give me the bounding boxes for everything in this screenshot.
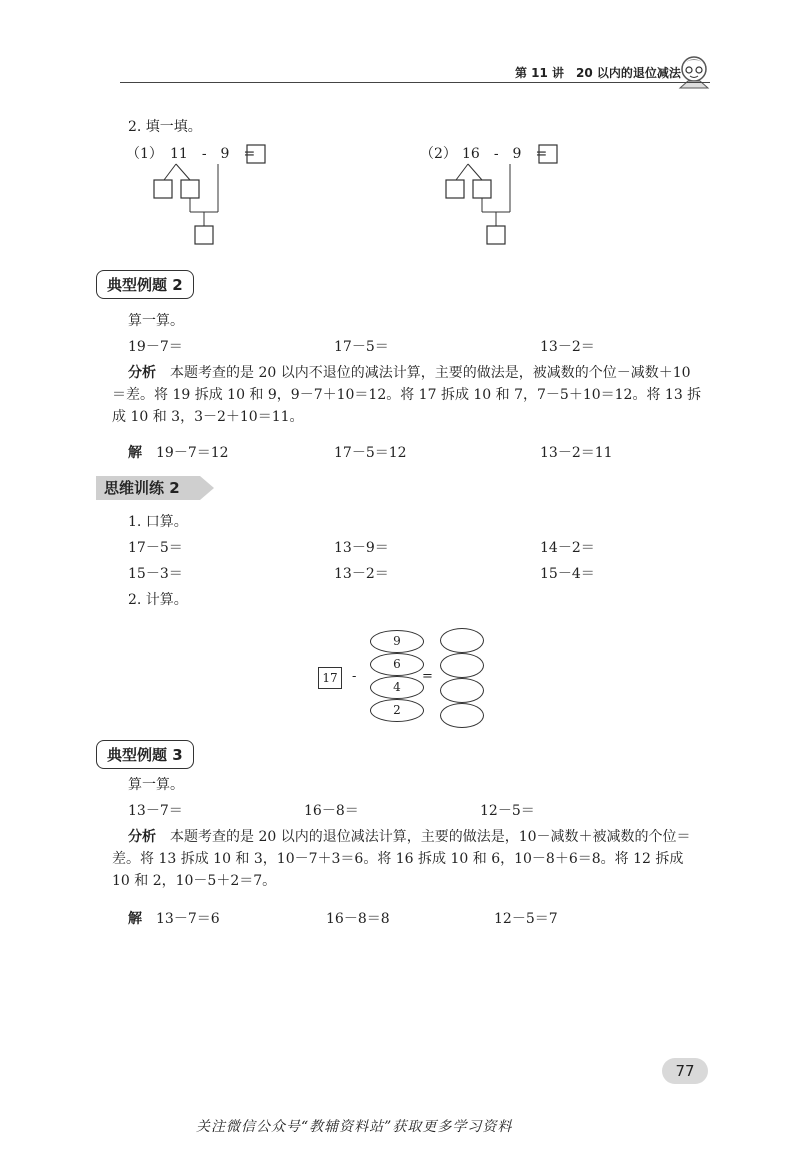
training2-q1-heading: 1. 口算。	[128, 514, 188, 530]
example2-analysis	[112, 362, 702, 428]
oral-calc-2: 13－9＝	[334, 540, 389, 556]
example3-solution-3: 12－5＝7	[494, 911, 558, 927]
answer-oval-1[interactable]	[440, 628, 484, 653]
answer-box[interactable]	[247, 145, 265, 163]
example2-solution-label: 解	[128, 445, 142, 461]
answer-box[interactable]	[539, 145, 557, 163]
subtrahend-oval-1: 9	[370, 630, 424, 653]
analysis-text: 本题考查的是 20 以内的退位减法计算，主要的做法是，10－减数＋被减数的个位＝差。将 13 拆成 10 和 3，10－7＋3＝6。将 16 拆成 10 和 6，10－8＋6＝8。将 12 拆成 10 和 2，10－5＋2＝7。	[112, 829, 691, 889]
page-number: 77	[662, 1058, 708, 1084]
equals-sign: =	[422, 669, 433, 684]
example3-solution-1: 13－7＝6	[156, 911, 220, 927]
problem2-equation: 16 - 9 =	[462, 146, 548, 162]
oral-calc-1: 17－5＝	[128, 540, 183, 556]
example2-solution-2: 17－5＝12	[334, 445, 407, 461]
subtrahend-oval-2: 6	[370, 653, 424, 676]
example3-solution-label: 解	[128, 911, 142, 927]
minus-sign: -	[352, 669, 357, 684]
cartoon-girl-icon	[674, 52, 714, 92]
header-divider	[120, 82, 710, 83]
oral-calc-3: 14－2＝	[540, 540, 595, 556]
example2-problem-3: 13－2＝	[540, 339, 595, 355]
example2-solution-3: 13－2＝11	[540, 445, 613, 461]
oral-calc-6: 15－4＝	[540, 566, 595, 582]
split-box-left[interactable]	[446, 180, 464, 198]
training2-title: 思维训练 2	[96, 476, 200, 500]
example3-analysis	[112, 826, 702, 892]
split-box-right[interactable]	[473, 180, 491, 198]
example2-solution-1: 19－7＝12	[156, 445, 229, 461]
oral-calc-4: 15－3＝	[128, 566, 183, 582]
result-box[interactable]	[195, 226, 213, 244]
analysis-label: 分析	[128, 829, 156, 845]
example3-problem-2: 16－8＝	[304, 803, 359, 819]
example3-solution-2: 16－8＝8	[326, 911, 390, 927]
example3-prompt: 算一算。	[128, 777, 184, 793]
minuend-box: 17	[318, 667, 342, 689]
example3-problem-3: 12－5＝	[480, 803, 535, 819]
problem2-decomposition-diagram	[442, 142, 572, 247]
answer-oval-2[interactable]	[440, 653, 484, 678]
analysis-text: 本题考查的是 20 以内不退位的减法计算，主要的做法是，被减数的个位－减数＋10＝差。将 19 拆成 10 和 9，9－7＋10＝12。将 17 拆成 10 和 7，7－5＋10＝12。将 13 拆成 10 和 3，3－2＋10＝11。	[112, 365, 702, 425]
example2-prompt: 算一算。	[128, 313, 184, 329]
chapter-title: 第 11 讲 20 以内的退位减法	[515, 66, 681, 80]
problem1-equation: 11 - 9 =	[170, 146, 256, 162]
example2-problem-2: 17－5＝	[334, 339, 389, 355]
example2-title: 典型例题 2	[96, 270, 194, 299]
answer-oval-4[interactable]	[440, 703, 484, 728]
split-box-right[interactable]	[181, 180, 199, 198]
fill-heading: 2. 填一填。	[128, 119, 202, 135]
result-box[interactable]	[487, 226, 505, 244]
example2-problem-1: 19－7＝	[128, 339, 183, 355]
problem1-label: （1）	[126, 146, 163, 162]
oral-calc-5: 13－2＝	[334, 566, 389, 582]
analysis-label: 分析	[128, 365, 156, 381]
problem1-decomposition-diagram	[150, 142, 280, 247]
subtrahend-oval-4: 2	[370, 699, 424, 722]
answer-oval-3[interactable]	[440, 678, 484, 703]
problem2-label: （2）	[420, 146, 457, 162]
split-box-left[interactable]	[154, 180, 172, 198]
training2-q2-heading: 2. 计算。	[128, 592, 188, 608]
example3-title: 典型例题 3	[96, 740, 194, 769]
example3-problem-1: 13－7＝	[128, 803, 183, 819]
arrow-tab-icon	[200, 476, 216, 500]
subtrahend-oval-3: 4	[370, 676, 424, 699]
footer-note: 关注微信公众号“教辅资料站”获取更多学习资料	[196, 1119, 513, 1135]
